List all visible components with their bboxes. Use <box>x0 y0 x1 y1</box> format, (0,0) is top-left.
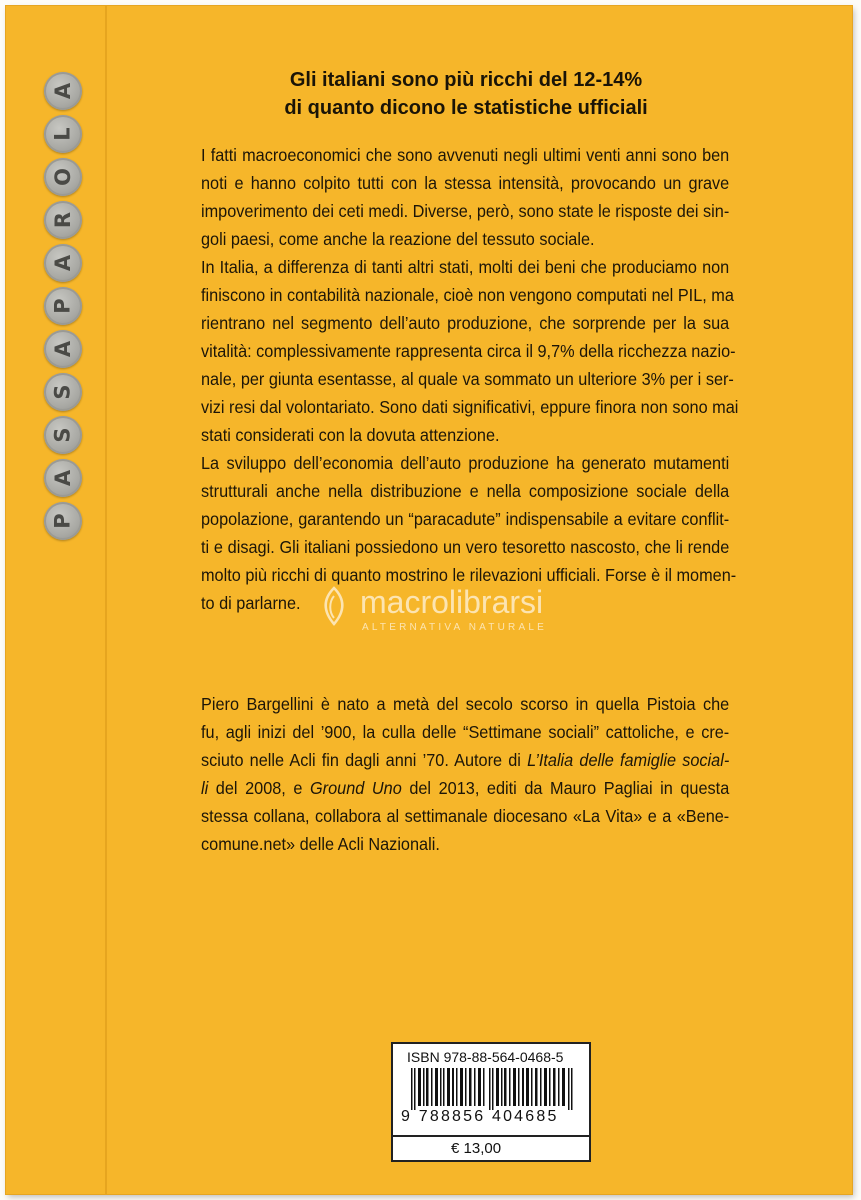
bio-line: fu, agli inizi del ’900, la culla delle “Settimane sociali” cattoliche, e cre- <box>201 722 730 742</box>
price-row <box>393 1135 589 1162</box>
series-letter-circle: A <box>44 72 82 110</box>
blurb-line: nale, per giunta esentasse, al quale va sommato un ulteriore 3% per i ser- <box>201 369 734 389</box>
blurb-line: noti e hanno colpito tutti con la stessa intensità, provocando un grave <box>201 173 730 193</box>
book-back-cover <box>6 6 852 1194</box>
barcode-label <box>391 1042 591 1162</box>
series-name-circles <box>44 72 88 545</box>
series-letter-circle: A <box>44 459 82 497</box>
author-bio <box>201 690 729 858</box>
book-title-italic: Ground Uno <box>310 778 402 798</box>
blurb-line: vitalità: complessivamente rappresenta circa il 9,7% della ricchezza nazio- <box>201 341 736 361</box>
series-letter-circle: S <box>44 416 82 454</box>
series-letter-circle: S <box>44 373 82 411</box>
series-letter-circle: O <box>44 158 82 196</box>
blurb-line: popolazione, garantendo un “paracadute” indispensabile a evitare conflit- <box>201 509 730 529</box>
spine-divider <box>105 6 107 1194</box>
series-letter-circle: A <box>44 330 82 368</box>
series-letter-circle: L <box>44 115 82 153</box>
blurb-line: strutturali anche nella distribuzione e nella composizione sociale della <box>201 481 730 501</box>
blurb-line: finiscono in contabilità nazionale, cioè non vengono computati nel PIL, ma <box>201 285 734 305</box>
blurb-line: I fatti macroeconomici che sono avvenuti negli ultimi venti anni sono ben <box>201 145 730 165</box>
blurb-line: La sviluppo dell’economia dell’auto produzione ha generato mutamenti <box>201 453 730 473</box>
blurb-line: stati considerati con la dovuta attenzione. <box>201 425 500 445</box>
watermark-brand: macrolibrarsi <box>360 584 544 620</box>
series-letter-circle: P <box>44 287 82 325</box>
blurb-line: ti e disagi. Gli italiani possiedono un vero tesoretto nascosto, che li rende <box>201 537 730 557</box>
watermark-tagline: ALTERNATIVA NATURALE <box>362 622 547 633</box>
bio-line: comune.net» delle Acli Nazionali. <box>201 834 440 854</box>
barcode-icon <box>411 1068 575 1110</box>
blurb-line: rientrano nel segmento dell’auto produzione, che sorprende per la sua <box>201 313 730 333</box>
cover-headline <box>206 66 726 122</box>
blurb-line: goli paesi, come anche la reazione del tessuto sociale. <box>201 229 595 249</box>
bio-line: li del 2008, e Ground Uno del 2013, editi da Mauro Pagliai in questa <box>201 778 730 798</box>
blurb-line: vizi resi dal volontariato. Sono dati significativi, eppure finora non sono mai <box>201 397 739 417</box>
series-letter-circle: P <box>44 502 82 540</box>
bio-line: stessa collana, collabora al settimanale diocesano «La Vita» e a «Bene- <box>201 806 730 826</box>
barcode-digits: 9 788856 404685 <box>401 1108 559 1125</box>
blurb-line: impoverimento dei ceti medi. Diverse, però, sono state le risposte dei sin- <box>201 201 730 221</box>
blurb-text <box>201 141 739 617</box>
watermark-logo-icon <box>314 584 354 628</box>
blurb-line: to di parlarne. <box>201 593 301 613</box>
series-letter-circle: A <box>44 244 82 282</box>
isbn-text: ISBN 978-88-564-0468-5 <box>407 1049 564 1065</box>
headline-line-1: Gli italiani sono più ricchi del 12-14% <box>289 69 643 91</box>
price-text: € 13,00 <box>451 1140 502 1157</box>
bio-line: sciuto nelle Acli fin dagli anni ’70. Autore di L’Italia delle famiglie social- <box>201 750 730 770</box>
book-title-italic: L’Italia delle famiglie social- <box>527 750 730 770</box>
bio-line: Piero Bargellini è nato a metà del secolo scorso in quella Pistoia che <box>201 694 730 714</box>
series-letter-circle: R <box>44 201 82 239</box>
blurb-line: molto più ricchi di quanto mostrino le rilevazioni ufficiali. Forse è il momen- <box>201 565 737 585</box>
blurb-line: In Italia, a differenza di tanti altri stati, molti dei beni che produciamo non <box>201 257 730 277</box>
headline-line-2: di quanto dicono le statistiche ufficiali <box>284 97 648 119</box>
macrolibrarsi-watermark <box>314 584 614 644</box>
